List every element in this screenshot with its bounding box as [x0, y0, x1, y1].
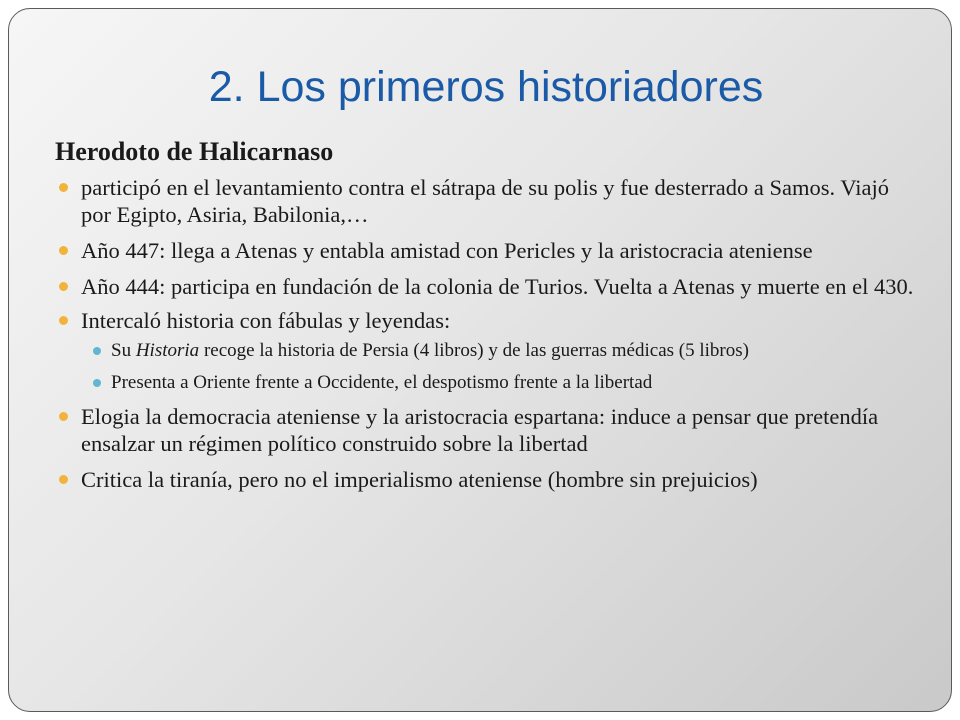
bullet-text: Intercaló historia con fábulas y leyendas: — [81, 308, 451, 333]
bullet-list — [55, 174, 915, 493]
bullet-text: Critica la tiranía, pero no el imperialismo ateniense (hombre sin prejuicios) — [81, 467, 758, 492]
bullet-text: Año 447: llega a Atenas y entabla amistad con Pericles y la aristocracia ateniense — [81, 238, 813, 263]
sub-bullet-item — [55, 339, 915, 362]
sub-bullet-text: Presenta a Oriente frente a Occidente, el despotismo frente a la libertad — [111, 372, 653, 393]
bullet-dot-icon — [59, 183, 68, 192]
bullet-item — [55, 466, 915, 493]
bullet-item — [55, 273, 915, 300]
bullet-text: Elogia la democracia ateniense y la aristocracia espartana: induce a pensar que pretendía ensalzar un régimen político construido sobre la libertad — [81, 404, 879, 456]
bullet-dot-icon — [59, 412, 68, 421]
bullet-dot-icon — [59, 282, 68, 291]
bullet-dot-icon — [59, 475, 68, 484]
sub-bullet-prefix: Su — [111, 340, 136, 361]
bullet-dot-icon — [59, 316, 68, 325]
bullet-item — [55, 307, 915, 334]
bullet-text: Año 444: participa en fundación de la colonia de Turios. Vuelta a Atenas y muerte en el 430. — [81, 274, 914, 299]
bullet-item — [55, 403, 915, 457]
slide-subtitle: Herodoto de Halicarnaso — [55, 137, 334, 166]
sub-bullet-dot-icon — [93, 379, 101, 387]
slide-frame — [8, 8, 952, 712]
sub-bullet-item — [55, 371, 915, 394]
sub-bullet-rest: recoge la historia de Persia (4 libros) y de las guerras médicas (5 libros) — [199, 340, 749, 361]
bullet-dot-icon — [59, 246, 68, 255]
bullet-item — [55, 237, 915, 264]
slide-content — [55, 135, 915, 493]
bullet-item — [55, 174, 915, 228]
sub-bullet-dot-icon — [93, 347, 101, 355]
bullet-text: participó en el levantamiento contra el sátrapa de su polis y fue desterrado a Samos. Viajó por Egipto, Asiria, Babilonia,… — [81, 175, 889, 227]
slide-title: 2. Los primeros historiadores — [208, 63, 764, 111]
sub-bullet-italic: Historia — [135, 340, 200, 361]
